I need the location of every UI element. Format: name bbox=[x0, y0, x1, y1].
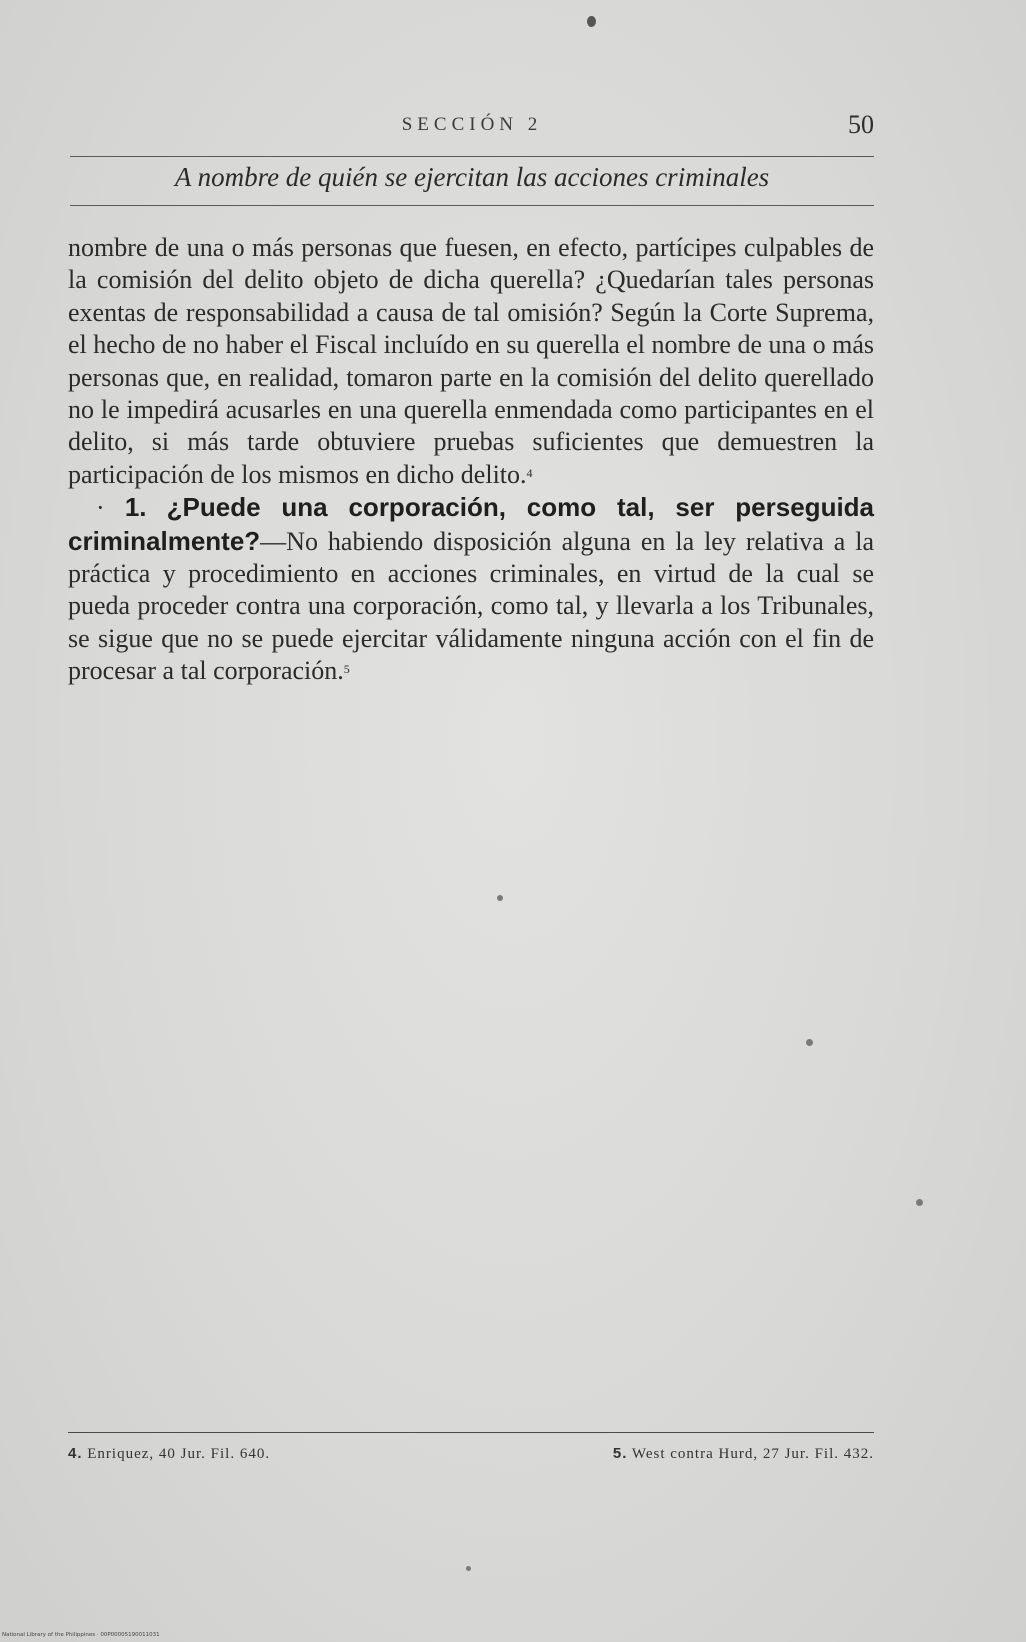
footnote-text: Enriquez, 40 Jur. Fil. 640. bbox=[87, 1446, 271, 1462]
page-number: 50 bbox=[848, 110, 874, 139]
scan-speck bbox=[466, 1566, 471, 1571]
scan-speck bbox=[916, 1199, 923, 1206]
footnotes bbox=[68, 1432, 874, 1462]
item-heading: ¿Puede una corporación, como tal, ser perseguida criminalmente? bbox=[68, 492, 875, 556]
paragraph-text: nombre de una o más personas que fuesen, en efecto, partícipes culpables de la comisión del delito objeto de dicha querella? ¿Quedarían tales personas exentas de responsabilidad a causa de tal omisión? Según la Corte Suprema, el hecho de no haber el Fiscal incluído en su querella el nombre de una o más personas que, en realidad, tomaron parte en la comisión del delito querellado no le impedirá acusarles en una querella enmendada como participantes en el delito, si más tarde obtuviere pruebas suficientes que demuestren la participación de los mismos en dicho delito. bbox=[68, 233, 874, 489]
header-rule-bottom bbox=[70, 205, 874, 206]
scan-credit: National Library of the Philippines · 00P00005190011031 bbox=[2, 1632, 160, 1638]
scan-speck bbox=[497, 895, 503, 901]
item-bullet: · bbox=[96, 493, 105, 523]
item-text: —No habiendo disposición alguna en la ley relativa a la práctica y procedimiento en acciones criminales, en virtud de la cual se pueda proceder contra una corporación, como tal, y llevarla a los Tribunales, se sigue que no se puede ejercitar válidamente ninguna acción con el fin de procesar a tal corporación. bbox=[68, 526, 874, 686]
footnote-5 bbox=[613, 1445, 874, 1463]
page-subtitle: A nombre de quién se ejercitan las acciones criminales bbox=[174, 162, 770, 192]
footnote-ref: 4 bbox=[526, 465, 533, 480]
section-label: SECCIÓN 2 bbox=[401, 114, 543, 135]
header-rule-top bbox=[70, 156, 874, 157]
scan-speck bbox=[806, 1039, 813, 1046]
footnote-ref: 5 bbox=[343, 662, 350, 677]
running-head bbox=[70, 110, 874, 150]
footnote-text: West contra Hurd, 27 Jur. Fil. 432. bbox=[631, 1446, 874, 1462]
ink-dot bbox=[587, 16, 596, 27]
footnote-number: 4. bbox=[68, 1445, 83, 1462]
footnote-4 bbox=[68, 1445, 270, 1463]
numbered-item bbox=[68, 491, 874, 687]
footnote-number: 5. bbox=[612, 1445, 628, 1462]
paragraph bbox=[68, 232, 874, 491]
body-text bbox=[68, 232, 874, 688]
item-number: 1. bbox=[124, 492, 147, 523]
